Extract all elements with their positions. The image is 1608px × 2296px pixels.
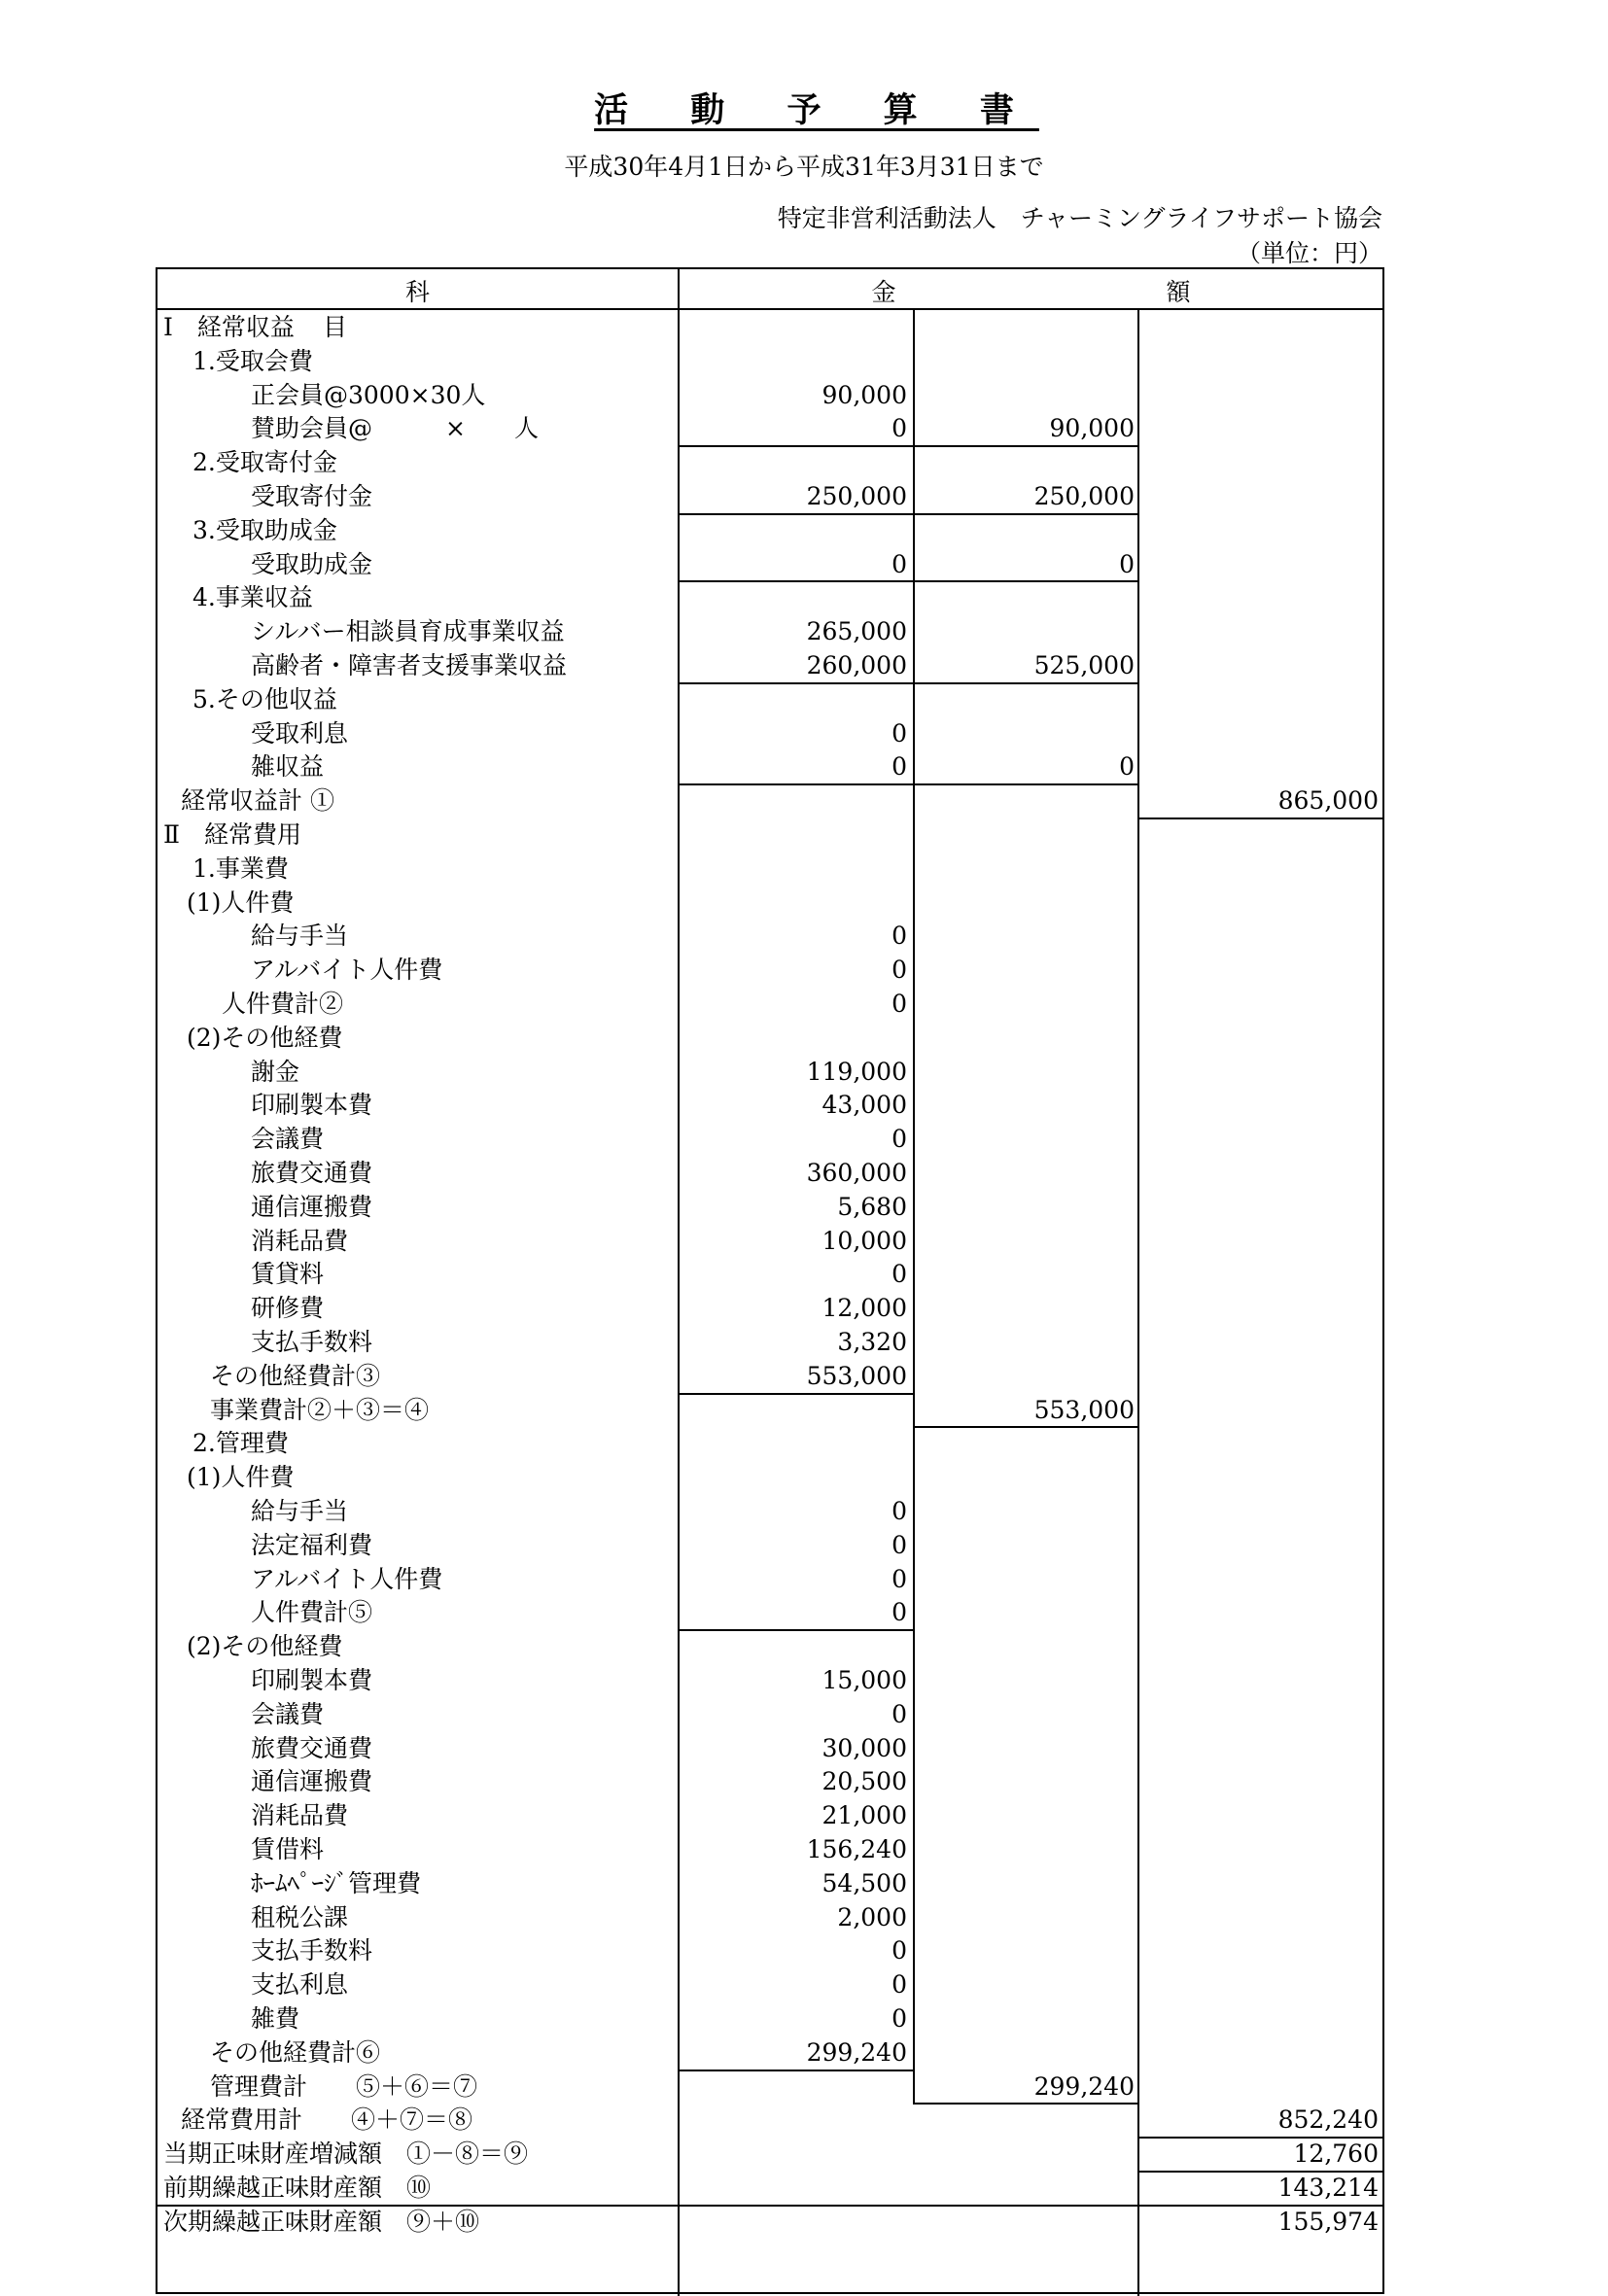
amount-c1: 0	[891, 2004, 907, 2033]
grid-line	[913, 445, 1137, 447]
row-label: 経常費用計 ④＋⑦＝⑧	[181, 2105, 473, 2135]
grid-line	[678, 1393, 913, 1395]
row-label: 支払手数料	[251, 1936, 373, 1966]
table-row	[157, 2137, 1382, 2171]
amount-c1: 30,000	[821, 1733, 907, 1762]
amount-c2: 299,240	[1033, 2071, 1135, 2101]
table-row	[157, 2103, 1382, 2137]
row-label: 研修費	[251, 1294, 325, 1323]
grid-line	[678, 580, 1137, 582]
unit-note: （単位：円）	[1236, 239, 1382, 267]
amount-c1: 54,500	[821, 1868, 907, 1897]
amount-c1: 20,500	[821, 1767, 907, 1796]
amount-c1: 0	[891, 1125, 907, 1154]
table-row	[157, 2171, 1382, 2205]
row-label: 管理費計 ⑤＋⑥＝⑦	[210, 2071, 478, 2101]
amount-c1: 260,000	[806, 651, 907, 679]
table-row	[157, 1393, 1382, 1427]
table-row	[157, 2035, 1382, 2070]
table-row	[157, 1190, 1382, 1224]
row-label: 通信運搬費	[251, 1767, 373, 1796]
table-row	[157, 479, 1382, 513]
grid-line	[678, 682, 1137, 684]
amount-c1: 21,000	[821, 1801, 907, 1830]
amount-c1: 0	[891, 1497, 907, 1525]
table-row	[157, 378, 1382, 412]
row-label: ﾎｰﾑﾍﾟｰｼﾞ管理費	[251, 1868, 422, 1897]
amount-c1: 0	[891, 956, 907, 985]
amount-c1: 250,000	[806, 482, 907, 510]
row-label: 事業費計②＋③＝④	[210, 1395, 430, 1424]
table-row	[157, 1731, 1382, 1765]
amount-c1: 2,000	[837, 1902, 907, 1931]
row-label: 受取利息	[251, 718, 349, 748]
row-label: 通信運搬費	[251, 1192, 373, 1221]
amount-c1: 12,000	[821, 1294, 907, 1323]
amount-c1: 3,320	[837, 1328, 907, 1356]
row-label: 支払利息	[251, 1970, 349, 2000]
grid-line	[1137, 2171, 1384, 2173]
amount-c3: 143,214	[1277, 2174, 1379, 2202]
grid-line	[678, 783, 1137, 785]
row-label: 租税公課	[251, 1902, 349, 1931]
row-label: 4.事業収益	[192, 583, 313, 612]
row-label: 印刷製本費	[251, 1666, 373, 1694]
row-label: 当期正味財産増減額 ①－⑧＝⑨	[163, 2139, 529, 2169]
amount-c3: 852,240	[1277, 2105, 1379, 2135]
table-row	[157, 1595, 1382, 1629]
table-row	[157, 1088, 1382, 1122]
grid-line	[1137, 818, 1384, 819]
table-row	[157, 1798, 1382, 1832]
amount-c1: 265,000	[806, 617, 907, 646]
row-label: 支払手数料	[251, 1328, 373, 1356]
row-label: (2)その他経費	[187, 1632, 343, 1661]
amount-c1: 119,000	[806, 1057, 907, 1086]
table-row	[157, 1325, 1382, 1359]
grid-line	[1137, 2137, 1384, 2139]
row-label: 賃貸料	[251, 1260, 325, 1289]
table-row	[157, 1697, 1382, 1731]
amount-c2: 525,000	[1033, 651, 1135, 679]
grid-line	[913, 1426, 1137, 1428]
table-row	[157, 1055, 1382, 1089]
column-divider	[678, 269, 680, 2296]
table-row	[157, 648, 1382, 682]
organization-name: 特定非営利活動法人 チャーミングライフサポート協会	[777, 204, 1382, 232]
amount-c2: 250,000	[1033, 482, 1135, 510]
document-title: 活 動 予 算 書	[594, 90, 1039, 130]
row-label: Ⅰ 経常収益	[163, 313, 295, 341]
table-row	[157, 310, 1382, 344]
row-label: 経常収益計 ①	[181, 786, 334, 816]
row-label: 旅費交通費	[251, 1159, 373, 1187]
column-header-subject: 科 目	[322, 278, 595, 341]
table-row	[157, 749, 1382, 783]
row-label: 給与手当	[251, 1497, 349, 1525]
amount-c1: 360,000	[806, 1159, 907, 1187]
table-row	[157, 1629, 1382, 1663]
table-row	[157, 547, 1382, 581]
table-row	[157, 1528, 1382, 1562]
row-label: 雑収益	[251, 752, 325, 782]
row-label: 次期繰越正味財産額 ⑨＋⑩	[163, 2207, 480, 2236]
row-label: 旅費交通費	[251, 1733, 373, 1762]
row-label: その他経費計③	[210, 1361, 381, 1390]
amount-c1: 0	[891, 1699, 907, 1728]
row-label: 1.事業費	[192, 853, 289, 883]
amount-c1: 0	[891, 1564, 907, 1593]
amount-c2: 553,000	[1033, 1395, 1135, 1424]
row-label: 会議費	[251, 1699, 325, 1728]
row-label: 雑費	[251, 2004, 300, 2033]
row-label: 賃借料	[251, 1835, 325, 1863]
amount-c3: 155,974	[1277, 2207, 1379, 2236]
table-row	[157, 1021, 1382, 1055]
row-label: アルバイト人件費	[251, 1564, 443, 1593]
table-row	[157, 1967, 1382, 2001]
table-row	[157, 1224, 1382, 1258]
budget-table	[156, 267, 1384, 2294]
amount-c1: 5,680	[837, 1192, 907, 1221]
column-divider	[913, 310, 915, 2103]
grid-line	[678, 445, 913, 447]
row-label: アルバイト人件費	[251, 956, 443, 985]
table-row	[157, 1933, 1382, 1967]
row-label: 消耗品費	[251, 1801, 349, 1830]
amount-c1: 0	[891, 1598, 907, 1627]
table-row	[157, 1866, 1382, 1900]
table-row	[157, 1832, 1382, 1866]
table-row	[157, 682, 1382, 716]
table-row	[157, 580, 1382, 614]
table-row	[157, 445, 1382, 479]
table-row	[157, 1460, 1382, 1494]
row-label: シルバー相談員育成事業収益	[251, 617, 565, 646]
amount-c1: 15,000	[821, 1666, 907, 1694]
amount-c1: 156,240	[806, 1835, 907, 1863]
amount-c2: 90,000	[1049, 414, 1135, 443]
table-row	[157, 818, 1382, 852]
table-row	[157, 513, 1382, 547]
row-label: (2)その他経費	[187, 1023, 343, 1052]
grid-line	[157, 2205, 1384, 2207]
amount-c1: 0	[891, 990, 907, 1018]
amount-c1: 0	[891, 1936, 907, 1966]
row-label: 3.受取助成金	[192, 515, 337, 544]
table-row	[157, 1764, 1382, 1798]
table-row	[157, 716, 1382, 750]
row-label: 前期繰越正味財産額 ⑩	[163, 2174, 432, 2202]
row-label: 2.管理費	[192, 1429, 289, 1458]
row-label: 2.受取寄付金	[192, 448, 337, 477]
amount-c1: 43,000	[821, 1091, 907, 1120]
row-label: 高齢者・障害者支援事業収益	[251, 651, 568, 679]
table-row	[157, 1257, 1382, 1291]
table-row	[157, 614, 1382, 648]
amount-c1: 553,000	[806, 1361, 907, 1390]
table-row	[157, 987, 1382, 1021]
row-label: 謝金	[251, 1057, 300, 1086]
table-row	[157, 2001, 1382, 2035]
column-header-amount: 金 額	[871, 278, 1322, 306]
column-divider	[1137, 310, 1139, 2296]
table-row	[157, 852, 1382, 886]
row-label: 5.その他収益	[192, 684, 337, 713]
table-row	[157, 886, 1382, 920]
amount-c1: 299,240	[806, 2037, 907, 2067]
amount-c1: 0	[891, 922, 907, 951]
row-label: 印刷製本費	[251, 1091, 373, 1120]
row-label: 給与手当	[251, 922, 349, 951]
grid-line	[678, 513, 1137, 515]
row-label: 人件費計②	[222, 990, 344, 1018]
row-label: 1.受取会費	[192, 346, 313, 375]
row-label: Ⅱ 経常費用	[163, 820, 301, 849]
row-label: 法定福利費	[251, 1530, 373, 1559]
table-row	[157, 1122, 1382, 1156]
row-label: 受取助成金	[251, 549, 373, 578]
amount-c1: 90,000	[821, 380, 907, 409]
amount-c3: 12,760	[1293, 2139, 1379, 2169]
grid-line	[678, 1629, 913, 1631]
table-row	[157, 783, 1382, 818]
amount-c2: 0	[1119, 549, 1135, 578]
row-label: 正会員@3000×30人	[251, 380, 486, 409]
row-label: (1)人件費	[187, 1463, 295, 1492]
table-row	[157, 2205, 1382, 2239]
amount-c1: 0	[891, 414, 907, 443]
row-label: その他経費計⑥	[210, 2037, 381, 2067]
row-label: 消耗品費	[251, 1226, 349, 1255]
row-label: 会議費	[251, 1125, 325, 1154]
table-row	[157, 1156, 1382, 1190]
table-row	[157, 411, 1382, 445]
table-row	[157, 1359, 1382, 1393]
amount-c2: 0	[1119, 752, 1135, 782]
row-label: 受取寄付金	[251, 482, 373, 510]
amount-c1: 0	[891, 752, 907, 782]
amount-c1: 0	[891, 1260, 907, 1289]
amount-c1: 0	[891, 549, 907, 578]
table-row	[157, 919, 1382, 953]
row-label: 賛助会員@ × 人	[251, 414, 539, 443]
amount-c1: 0	[891, 1530, 907, 1559]
grid-line	[678, 2070, 913, 2071]
table-row	[157, 1291, 1382, 1325]
row-label: 人件費計⑤	[251, 1598, 373, 1627]
amount-c1: 0	[891, 1970, 907, 2000]
grid-line	[913, 2103, 1137, 2105]
table-row	[157, 1900, 1382, 1934]
table-row	[157, 1562, 1382, 1596]
amount-c1: 10,000	[821, 1226, 907, 1255]
table-row	[157, 1426, 1382, 1460]
table-row	[157, 1494, 1382, 1528]
row-label: (1)人件費	[187, 887, 295, 917]
table-row	[157, 1663, 1382, 1697]
amount-c1: 0	[891, 718, 907, 748]
amount-c3: 865,000	[1277, 786, 1379, 816]
table-row	[157, 344, 1382, 378]
table-row	[157, 2070, 1382, 2104]
fiscal-period: 平成30年4月1日から平成31年3月31日まで	[564, 153, 1044, 181]
table-row	[157, 953, 1382, 987]
